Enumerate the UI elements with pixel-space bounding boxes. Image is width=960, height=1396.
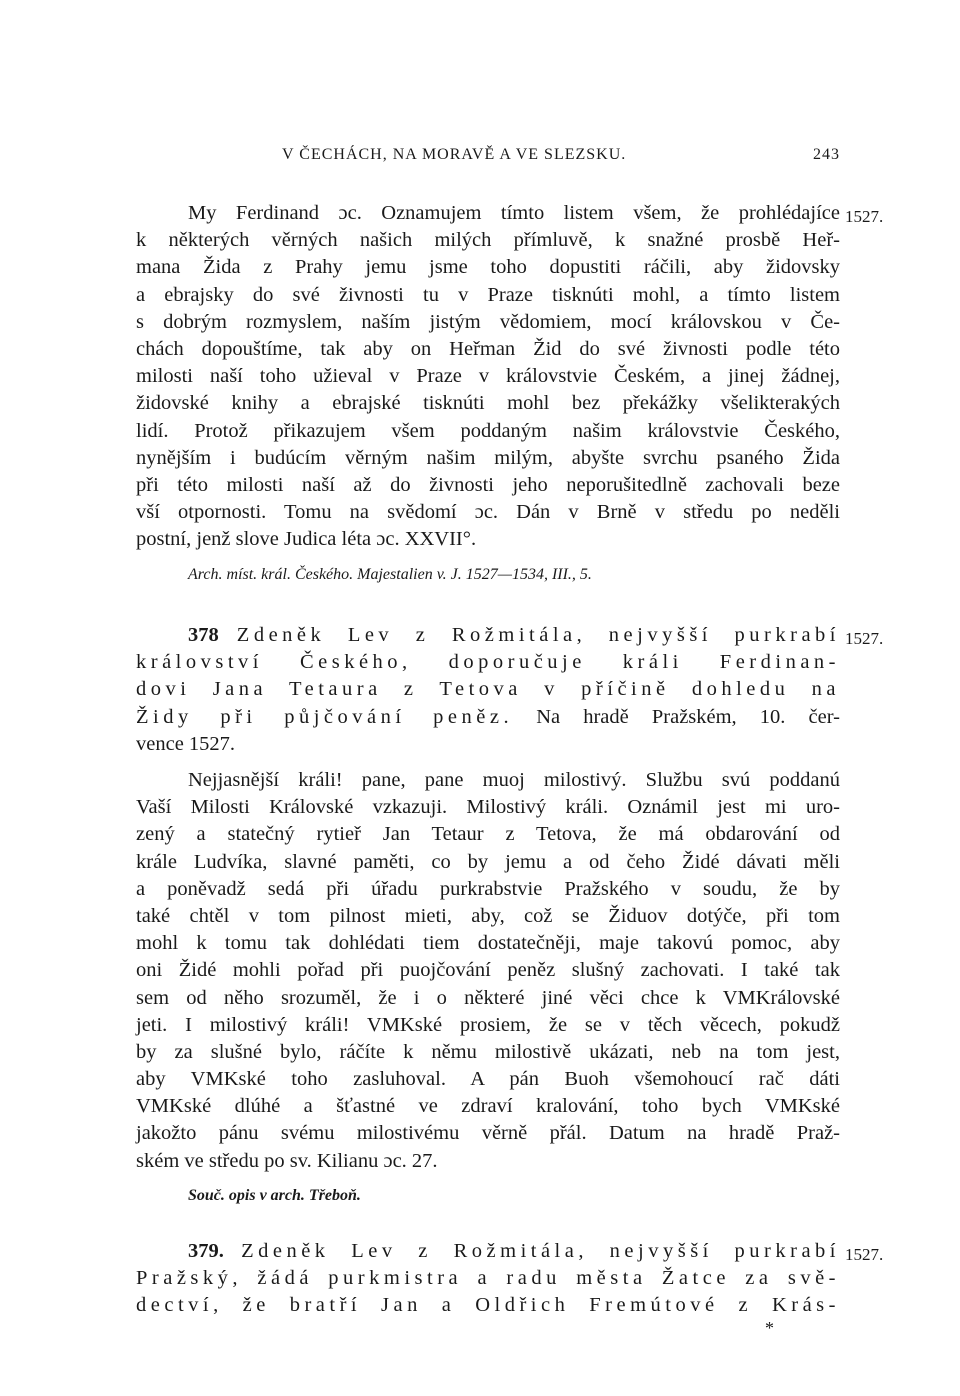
document-378-heading	[136, 622, 840, 758]
heading-text: Židy při půjčování peněz.	[136, 705, 514, 728]
heading-text: Pražský, žádá purkmistra a radu města Žatce za svě-	[136, 1267, 840, 1290]
document-379-heading	[136, 1238, 840, 1320]
heading-text: dectví, že bratří Jan a Oldřich Fremútové z Krás-	[136, 1294, 840, 1317]
text-line: krále Ludvíka, slavné paměti, co by jemu a od čeho Židé dávati měli	[136, 850, 840, 873]
heading-date: Na hradě Pražském, 10. čer-	[513, 705, 840, 728]
heading-line	[136, 622, 840, 649]
text-line: by za slušné bylo, ráčíte k němu milostivě ukázati, neb na tom jest,	[136, 1040, 840, 1063]
text-line: k některých věrných našich milých přímluvě, k snažné prosbě Heř-	[136, 229, 840, 252]
heading-line	[136, 704, 840, 731]
text-line: chách dopouštíme, tak aby on Heřman Žid do své živnosti podle této	[136, 337, 840, 360]
heading-text: království Českého, doporučuje králi Ferdinan-	[136, 651, 840, 674]
text-line: Nejjasnější králi! pane, pane muoj milostivý. Službu svú poddanú	[188, 769, 840, 791]
text-line: nynějším i budúcím věrným našim milým, abyšte svrchu psaného Žida	[136, 446, 840, 469]
margin-year-379: 1527.	[845, 1245, 884, 1264]
margin-year-378: 1527.	[845, 629, 884, 648]
text-line: ském ve středu po sv. Kilianu ɔc. 27.	[136, 1149, 438, 1172]
heading-line	[136, 731, 840, 758]
text-line: židovské knihy a ebrajské tisknúti mohl bez překážky všelikterakých	[136, 392, 840, 415]
running-title: V ČECHÁCH, NA MORAVĚ A VE SLEZSKU.	[282, 146, 627, 163]
text-line: a ebrajsky do své živnosti tu v Praze tisknúti mohl, a tímto listem	[136, 283, 840, 306]
running-head	[136, 146, 840, 172]
text-line: Vaší Milosti Královské vzkazuji. Milostivý králi. Oznámil jest mi uro-	[136, 796, 840, 819]
heading-line	[136, 1238, 840, 1265]
text-line: VMKské dlúhé a šťastné ve zdraví kralování, toho bych VMKské	[136, 1095, 840, 1118]
document-377-body	[136, 200, 840, 553]
text-line: jakožto pánu svému milostivému věrně přál. Datum na hradě Praž-	[136, 1122, 840, 1145]
text-line: milosti naší toho užieval v Praze v královstvie Českém, a jinej žádnej,	[136, 365, 840, 388]
text-line: oni Židé mohli pořad při puojčování peněz slušný zachovati. I také tak	[136, 959, 840, 982]
text-line: mana Žida z Prahy jemu jsme toho dopustiti ráčili, aby židovsky	[136, 256, 840, 279]
heading-text: Zdeněk Lev z Rožmitála, nejvyšší purkrabí	[241, 1240, 841, 1262]
heading-line	[136, 1265, 840, 1292]
heading-text: Zdeněk Lev z Rožmitála, nejvyšší purkrabí	[236, 624, 840, 646]
signature-mark: *	[765, 1318, 774, 1338]
text-line: s dobrým rozmyslem, naším jistým vědomiem, mocí královskou v Če-	[136, 310, 840, 333]
source-note-377: Arch. míst. král. Českého. Majestalien v. J. 1527—1534, III., 5.	[188, 566, 592, 583]
document-number: 379.	[188, 1240, 224, 1262]
heading-date: vence 1527.	[136, 732, 236, 755]
text-line: zený a statečný rytieř Jan Tetaur z Tetova, že má obdarování od	[136, 823, 840, 846]
text-line: aby VMKské toho zasluhoval. A pán Buoh všemohoucí rač dáti	[136, 1068, 840, 1091]
text-line: mohl k tomu tak dohlédati tiem dostatečněji, maje takovú pomoc, aby	[136, 932, 840, 955]
text-line: My Ferdinand ɔc. Oznamujem tímto listem všem, že prohlédajíce	[188, 202, 840, 224]
heading-line	[136, 1292, 840, 1319]
source-note-378: Souč. opis v arch. Třeboň.	[188, 1187, 361, 1204]
document-number: 378	[188, 624, 219, 646]
page-number: 243	[813, 146, 840, 163]
text-line: při této milosti naší až do živnosti jeho neporušitedlně zachovali beze	[136, 473, 840, 496]
text-line: sem od něho srozuměl, že i o některé jiné věci chce k VMKrálovské	[136, 986, 840, 1009]
text-line: postní, jenž slove Judica léta ɔc. XXVII°.	[136, 528, 477, 551]
heading-text: dovi Jana Tetaura z Tetova v příčině dohledu na	[136, 678, 840, 701]
heading-line	[136, 649, 840, 676]
text-line: lidí. Protož přikazujem všem poddaným našim královstvie Českého,	[136, 419, 840, 442]
margin-year-377: 1527.	[845, 207, 884, 226]
text-line: a poněvadž sedá při úřadu purkrabstvie Pražského v soudu, že by	[136, 877, 840, 900]
text-line: také chtěl v tom pilnost mieti, aby, což se Židuov dotýče, při tom	[136, 904, 840, 927]
text-line: vší otpornosti. Tomu na svědomí ɔc. Dán v Brně v středu po neděli	[136, 501, 840, 524]
text-line: jeti. I milostivý králi! VMKské prosiem, že se v těch věcech, pokudž	[136, 1013, 840, 1036]
heading-line	[136, 676, 840, 703]
document-378-body	[136, 767, 840, 1175]
